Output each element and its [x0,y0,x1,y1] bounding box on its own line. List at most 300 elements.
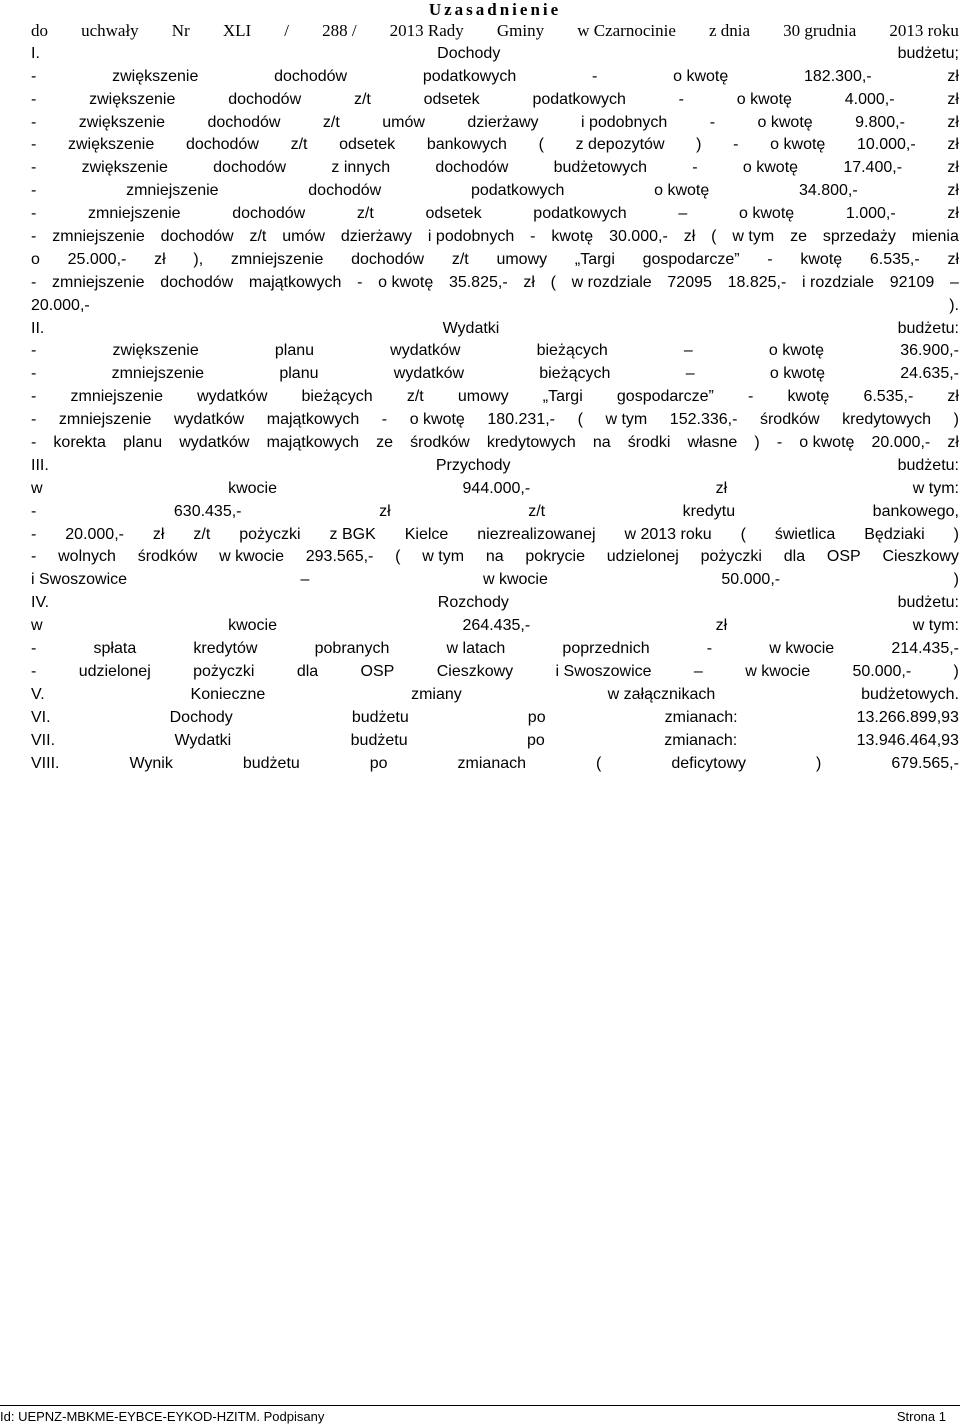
word: I. [31,44,40,62]
word: budżetu: [897,456,959,474]
word: - [31,342,37,360]
word: bieżących [536,342,608,360]
word: 288 / [322,21,357,40]
text-line [31,134,959,157]
text-line [31,409,959,432]
word: VII. [31,731,56,749]
word: uchwały [81,21,139,40]
word: 72095 [667,273,712,291]
word: dochodów [213,159,287,177]
word: bieżących [301,388,373,406]
word: podatkowych [532,90,626,108]
word: ) [953,411,959,429]
word: ) [953,662,959,680]
word: 50.000,- [721,571,781,589]
word: dochodów [351,250,425,268]
word: z BGK [329,525,376,543]
text-line [31,89,959,112]
word: Cieszkowy [882,548,959,566]
word: 17.400,- [843,159,903,177]
word: pożyczki [239,525,301,543]
word: ) [696,136,702,154]
word: budżetu: [897,594,959,612]
text-line [31,569,959,592]
word: w [31,617,43,635]
word: zwiększenie [112,67,199,85]
word: o kwotę [742,159,799,177]
word: wydatków [197,388,268,406]
word: umów [382,113,425,131]
word: Gminy [496,21,545,40]
word: – [300,571,310,589]
text-line [31,661,959,684]
word: kredytowych [486,434,576,452]
word: 20.000,- [871,434,931,452]
word: ) [816,754,822,772]
word: 630.435,- [173,502,242,520]
word: 10.000,- [856,136,916,154]
word: 36.900,- [900,342,959,360]
word: o kwotę [409,411,465,429]
word: ) [953,571,959,589]
word: ( [577,411,583,429]
word: z/t [193,525,211,543]
word: - [31,228,37,246]
word: zmiany [411,685,462,703]
word: budżetowych. [861,685,959,703]
word: - [31,525,37,543]
word: z/t [356,205,374,223]
word: zmniejszenie [88,205,181,223]
word: OSP [826,548,861,566]
text-line [31,707,959,730]
word: – [678,205,688,223]
word: majątkowych [266,434,360,452]
word: 25.000,- [67,250,127,268]
word: podatkowych [470,182,565,200]
word: w kwocie [769,640,835,658]
word: 50.000,- [852,662,912,680]
text-line [31,157,959,180]
word: spłata [93,640,137,658]
word: zł [154,250,166,268]
text-line [31,249,959,272]
word: dochodów [274,67,348,85]
text-line [31,546,959,569]
word: budżetu [242,754,300,772]
word: majątkowych [266,411,360,429]
word: zmniejszenie [52,228,145,246]
word: odsetek [425,205,482,223]
document-id: Id: UEPNZ-MBKME-EYBCE-EYKOD-HZITM. Podpisany [0,1409,325,1424]
word: pożyczki [700,548,762,566]
word: „Targi [542,388,583,406]
word: „Targi [574,250,615,268]
word: i podobnych [427,228,515,246]
word: o [31,250,40,268]
word: 264.435,- [462,617,531,635]
word: 2013 roku [889,21,959,40]
word: w kwocie [219,548,284,566]
word: o kwotę [757,113,813,131]
word: - [31,159,37,177]
word: Konieczne [190,685,266,703]
word: w 2013 roku [624,525,712,543]
word: pokrycie [525,548,585,566]
word: o kwotę [768,342,825,360]
word: - [31,640,37,658]
word: zmniejszenie [70,388,163,406]
word: Rozchody [437,594,509,612]
word: ), [193,250,204,268]
word: o kwotę [739,205,795,223]
word: w latach [446,640,506,658]
word: - [31,136,37,154]
word: 152.336,- [669,411,738,429]
word: ( [711,228,717,246]
word: - [709,113,716,131]
word: zmniejszenie [58,411,152,429]
word: dochodów [228,90,302,108]
word: i Swoszowice [31,571,128,589]
word: do [31,21,48,40]
word: zł [947,67,959,85]
word: 293.565,- [305,548,374,566]
word: zwiększenie [68,136,155,154]
word: ze [376,434,394,452]
word: Wydatki [174,731,232,749]
word: bankowego, [872,502,959,520]
word: zmianach: [664,731,738,749]
word: ze [790,228,807,246]
word: na [592,434,611,452]
word: w rozdziale [571,273,652,291]
word: - [31,90,37,108]
word: zł [379,502,391,520]
word: zwiększenie [112,342,199,360]
word: Wydatki [442,319,500,337]
text-line [31,66,959,89]
word: kwocie [228,617,277,635]
word: zł [947,90,959,108]
word: kwotę [800,250,843,268]
word: dla [783,548,806,566]
word: - [776,434,783,452]
word: budżetu [351,708,409,726]
word: zł [947,250,959,268]
word: dla [296,662,319,680]
word: zmniejszenie [52,273,145,291]
word: mienia [911,228,959,246]
word: dochodów [308,182,382,200]
word: 2013 Rady [389,21,464,40]
word: ) [754,434,760,452]
word: zł [947,434,959,452]
word: - [381,411,388,429]
word: planu [122,434,163,452]
word: z/t [528,502,546,520]
word: IV. [31,594,50,612]
word: 20.000,- [65,525,124,543]
word: / [284,21,289,40]
text-line [31,386,959,409]
word: - [31,205,37,223]
word: - [31,388,37,406]
word: świetlica [774,525,836,543]
word: poprzednich [562,640,650,658]
text-line [31,20,959,43]
word: 30 grudnia [783,21,857,40]
word: podatkowych [422,67,517,85]
word: wydatków [390,342,461,360]
word: o kwotę [799,434,855,452]
word: III. [31,456,49,474]
word: ( [740,525,746,543]
text-line [31,730,959,753]
word: w tym: [912,479,959,497]
word: 679.565,- [891,754,959,772]
word: o kwotę [770,136,826,154]
word: ). [949,296,959,314]
word: zł [947,182,959,200]
word: niezrealizowanej [477,525,596,543]
word: zł [947,113,959,131]
word: kwocie [228,479,277,497]
word: środków [410,434,470,452]
word: 182.300,- [804,67,872,85]
word: Cieszkowy [436,662,514,680]
word: w tym [422,548,465,566]
word: planu [274,342,315,360]
word: środki [627,434,671,452]
text-line [31,455,959,478]
word: zmniejszenie [126,182,219,200]
word: zmniejszenie [111,365,205,383]
word: kredytów [193,640,258,658]
word: budżetowych [553,159,647,177]
word: - [733,136,739,154]
word: w tym [732,228,775,246]
text-line [31,43,959,66]
word: 34.800,- [798,182,858,200]
word: Kielce [404,525,449,543]
word: 1.000,- [845,205,896,223]
text-line [31,524,959,547]
word: – [949,273,959,291]
word: o kwotę [378,273,434,291]
word: 13.946.464,93 [856,731,959,749]
word: z innych [331,159,391,177]
word: dochodów [185,136,259,154]
word: dochodów [160,273,234,291]
word: o kwotę [769,365,826,383]
word: o kwotę [736,90,792,108]
word: bieżących [539,365,611,383]
word: o kwotę [654,182,710,200]
word: planu [279,365,319,383]
word: umowy [457,388,509,406]
word: umów [282,228,325,246]
word: udzielonej [78,662,151,680]
word: budżetu [350,731,408,749]
word: 35.825,- [448,273,508,291]
word: ) [953,525,959,543]
word: - [592,67,598,85]
word: ( [538,136,544,154]
word: zł [152,525,165,543]
document-title: Uzasadnienie [428,0,562,19]
word: zmianach: [664,708,738,726]
word: w tym [605,411,648,429]
text-line [31,753,959,776]
text-line [31,638,959,661]
word: z/t [249,228,267,246]
word: zł [683,228,696,246]
word: zwiększenie [78,113,166,131]
word: 92109 [889,273,935,291]
word: zwiększenie [89,90,176,108]
word: po [527,731,545,749]
word: - [748,388,754,406]
word: o kwotę [673,67,729,85]
word: zł [947,136,959,154]
word: - [31,662,37,680]
word: zmianach [457,754,527,772]
word: Dochody [437,44,501,62]
word: - [530,228,536,246]
word: V. [31,685,45,703]
word: zwiększenie [81,159,168,177]
word: 4.000,- [844,90,895,108]
text-line [31,340,959,363]
word: - [31,113,37,131]
word: zł [715,617,728,635]
word: z/t [406,388,424,406]
word: w kwocie [482,571,548,589]
word: wydatków [179,434,250,452]
word: ( [596,754,602,772]
word: 30.000,- [609,228,668,246]
word: pożyczki [193,662,255,680]
word: zł [947,388,959,406]
text-line [31,180,959,203]
text-line [31,592,959,615]
footer-divider [0,1405,960,1406]
word: z/t [322,113,340,131]
word: deficytowy [671,754,747,772]
word: Wynik [129,754,173,772]
word: – [693,662,703,680]
word: 6.535,- [863,388,914,406]
word: i Swoszowice [555,662,652,680]
word: bankowych [426,136,507,154]
word: odsetek [423,90,480,108]
word: kredytu [682,502,736,520]
word: w [31,479,43,497]
word: zł [523,273,535,291]
word: dochodów [435,159,509,177]
word: gospodarcze” [642,250,740,268]
word: 944.000,- [462,479,531,497]
word: 18.825,- [727,273,787,291]
word: budżetu: [897,319,959,337]
word: w tym: [912,617,959,635]
word: z dnia [708,21,751,40]
word: Przychody [435,456,511,474]
word: XLI [222,21,252,40]
document-body [31,20,959,775]
word: dzierżawy [340,228,413,246]
word: gospodarcze” [616,388,714,406]
word: po [527,708,546,726]
word: - [31,548,37,566]
word: majątkowych [248,273,342,291]
word: 214.435,- [891,640,959,658]
word: - [767,250,773,268]
text-line [31,615,959,638]
word: z/t [290,136,308,154]
word: zł [947,159,959,177]
word: środków [137,548,198,566]
word: ( [395,548,401,566]
word: z/t [451,250,469,268]
word: udzielonej [606,548,679,566]
text-line [31,501,959,524]
word: – [683,342,693,360]
word: z/t [353,90,371,108]
word: 180.231,- [487,411,555,429]
word: i rozdziale [802,273,875,291]
word: 20.000,- [31,296,90,314]
text-line [31,203,959,226]
text-line [31,318,959,341]
word: umowy [496,250,548,268]
word: 13.266.899,93 [856,708,959,726]
word: własne [687,434,738,452]
word: na [485,548,504,566]
word: - [31,67,37,85]
word: sprzedaży [822,228,896,246]
text-line [31,272,959,295]
word: podatkowych [533,205,627,223]
word: VIII. [31,754,60,772]
word: - [706,640,713,658]
word: dochodów [207,113,281,131]
word: zmniejszenie [230,250,324,268]
word: wydatków [393,365,465,383]
word: wolnych [58,548,116,566]
word: - [31,434,37,452]
word: korekta [53,434,106,452]
word: kwotę [551,228,594,246]
word: budżetu; [897,44,959,62]
word: po [369,754,388,772]
word: - [31,502,37,520]
word: i podobnych [580,113,668,131]
word: - [692,159,698,177]
text-line [31,112,959,135]
word: w załącznikach [607,685,716,703]
word: – [685,365,695,383]
word: pobranych [314,640,390,658]
word: w kwocie [745,662,811,680]
word: dzierżawy [467,113,539,131]
text-line [31,363,959,386]
word: kwotę [787,388,830,406]
word: zł [947,205,959,223]
word: zł [715,479,728,497]
word: - [357,273,363,291]
